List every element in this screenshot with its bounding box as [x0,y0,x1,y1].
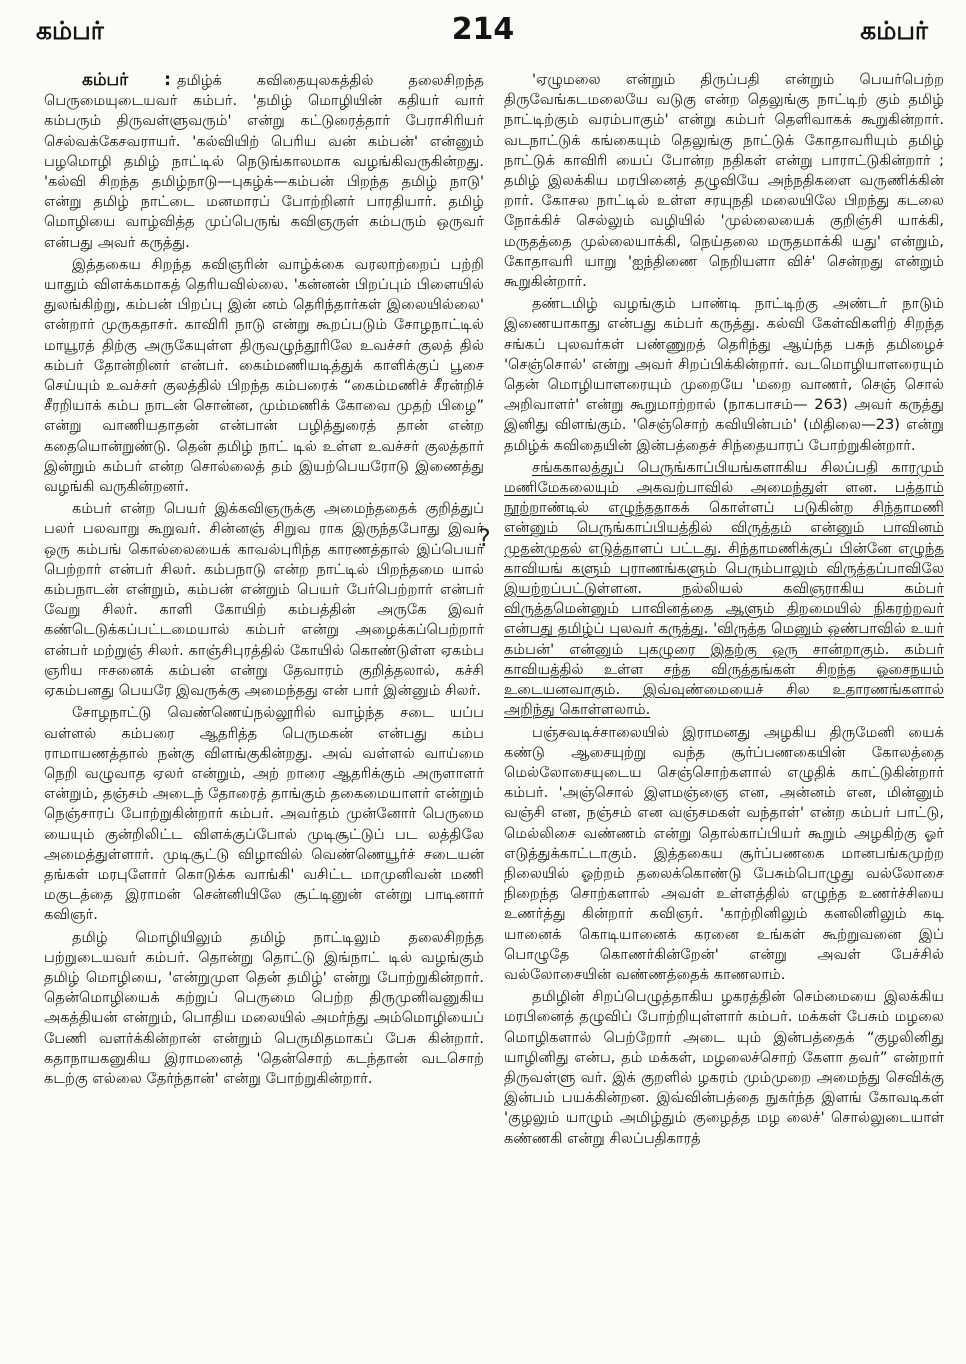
body-paragraph: தண்டமிழ் வழங்கும் பாண்டி நாட்டிற்கு அண்டர் நாடும் இணையாகாது என்பது கம்பர் கருத்து. கல்வி கேள்விகளிற் சிறந்த சங்கப் புலவர்கள் பண்ணுறத் தெரிந்து ஆய்ந்த பசுந் தமிழைச் 'செஞ்சொல்' என்று அவர் சிறப்பிக்கின்றார். வடமொழியாளரையும் தென் மொழியாளரையும் முறையே 'மறை வாணர், செஞ் சொல் அறிவாளர்' என்று கூறுமாற்றால் (நாகபாசம்— 263) அவர் கருத்து இனிது விளங்கும். 'செஞ்சொற் கவியின்பம்' (மிதிலை—23) என்று தமிழ்க் கவிதையின் இன்பத்தைச் சிந்தையாரப் போற்றுகின்றார். [504,295,944,454]
body-paragraph: இத்தகைய சிறந்த கவிஞரின் வாழ்க்கை வரலாற்றைப் பற்றி யாதும் விளக்கமாகத் தெரியவில்லை. 'கன்னன் பிறப்பும் பிளையில் துலங்கிற்று, கம்பன் பிறப்பு இன் னம் தெரிந்தார்கள் இலையில்லை' என்றார் முருகதாசர். காவிரி நாடு என்று கூறப்படும் சோழநாட்டில் மாயூரத் திற்கு அருகேயுள்ள திருவழுந்தூரிலே உவச்சர் குலத் தில் கம்பர் தோன்றினர் என்பர். கைம்மணியடித்துக் காளிக்குப் பூசை செய்யும் உவச்சர் குலத்தில் பிறந்த கம்பரைக் “கைம்மணிச் சீரன்றிச் சீரறியாக் கம்ப நாடன் சொன்ன, மும்மணிக் கோவை முதற் பிழை” என்று வாணியதாதன் என்பான் பழித்துரைத் தான் என்ற கதையொன்றுண்டு. தென் தமிழ் நாட் டில் உள்ள உவச்சர் குலத்தார் இன்றும் கம்பர் என்ற சொல்லைத் தம் இயற்பெயரோடு இணைத்து வழங்கி வருகின்றனர். [44,255,484,496]
left-column [44,70,484,1355]
entry-headword: கம்பர் : [82,70,171,90]
body-paragraph: சோழநாட்டு வெண்ணெய்நல்லூரில் வாழ்ந்த சடை யப்ப வள்ளல் கம்பரை ஆதரித்த பெருமகன் என்பது கம்ப ராமாயணத்தால் நன்கு விளங்குகின்றது. அவ் வள்ளல் வாய்மை நெறி வழுவாத ஏலர் என்றும், அற் றாரை ஆதரிக்கும் அருளாளர் என்றும், தஞ்சம் அடைந் தோரைத் தாங்கும் தகைமையாளர் என்றும் நெஞ்சாரப் போற்றுகின்றார் கம்பர். அவர்தம் முன்னோர் பெருமை யையும் குன்றிலிட்ட விளக்குப்போல் முடிசூட்டுப் பட லத்திலே அமைத்துள்ளார். முடிசூட்டு விழாவில் வெண்ணெயூர்ச் சடையன் தங்கள் மரபுளோர் கொடுக்க வாங்கி' வசிட்ட மாமுனிவன் மணி மகுடத்தை இராமன் சென்னியிலே சூட்டினுன் என்று பாடினார் கவிஞர். [44,704,484,924]
underlined-paragraph: சங்ககாலத்துப் பெருங்காப்பியங்களாகிய சிலப்பதி காரமும் மணிமேகலையும் அகவற்பாவில் அமைந்துள் ளன. பத்தாம் நூற்றாண்டில் எழுந்ததாகக் கொள்ளப் படுகின்ற சிந்தாமணி என்னும் பெருங்காப்பியத்தில் விருத்தம் என்னும் பாவினம் முதன்முதல் எடுத்தாளப் பட்டது. சிந்தாமணிக்குப் பின்னே எழுந்த காவியங் களும் புராணங்களும் பெரும்பாலும் விருத்தப்பாவிலே இயற்றப்பட்டுள்ளன. நல்லியல் கவிஞராகிய கம்பர் விருத்தமென்னும் பாவினத்தை ஆளும் திறமையில் நிகரற்றவர் என்பது தமிழ்ப் புலவர் கருத்து. 'விருத்த மெனும் ஒண்பாவில் உயர் கம்பன்' என்னும் புகழுரை இதற்கு ஒரு சான்றாகும். கம்பர் காவியத்தில் உள்ள சந்த விருத்தங்கள் சிறந்த ஓசைநயம் உடையனவாகும். இவ்வுண்மையைச் சில உதாரணங்களால் அறிந்து கொள்ளலாம். [504,458,944,719]
entry-intro-paragraph [44,70,484,253]
body-paragraph: கம்பர் என்ற பெயர் இக்கவிஞருக்கு அமைந்ததைக் குறித்துப் பலர் பலவாறு கூறுவர். சின்னஞ் சிறுவ ராக இருந்தபோது இவர் ஒரு கம்பங் கொல்லையைக் காவல்புரிந்த காரணத்தால் இப்பெயர் பெற்றார் என்பர் சிலர். கம்பநாடு என்ற நாட்டில் பிறந்தமை யால் கம்பநாடன் என்றும், கம்பன் என்றும் பெயர் பேர்பெற்றார் என்பர் வேறு சிலர். காளி கோயிற் கம்பத்தின் அருகே இவர் கண்டெடுக்கப்பட்டமையால் கம்பர் என்று அழைக்கப்பெற்றார் என்பர் மற்றுஞ் சிலர். காஞ்சிபுரத்தில் கோயில் கொண்டுள்ள ஏகம்ப ஞரிய ஈசனைக் கம்பன் என்று தேவாரம் குறித்தலால், கச்சி ஏகம்பனது பெயரே இவருக்கு அமைந்தது என் பார் இன்னும் சிலர். [44,500,484,700]
page-number: 214 [451,12,515,47]
body-paragraph: தமிழின் சிறப்பெழுத்தாகிய ழகரத்தின் செம்மையை இலக்கிய மரபினைத் தழுவிப் போற்றியுள்ளார் கம்பர். மக்கள் பேசும் மழலை மொழிகளால் பெற்றோர் அடை யும் இன்பத்தைக் “குழலினிது யாழினிது என்ப, தம் மக்கள், மழலைச்சொற் கேளா தவர்” என்றார் திருவள்ளு வர். இக் குறளில் ழகரம் மும்முறை அமைந்து செவிக்கு இன்பம் பயக்கின்றன. இவ்வின்பத்தை நுகர்ந்த இளங் கோவடிகள் 'குழலும் யாழும் அமிழ்தும் குழைத்த மழ லைச்' சொல்லுடையாள் கண்ணகி என்று சிலப்பதிகாரத் [504,988,944,1147]
entry-intro-text: தமிழ்க் கவிதையுலகத்தில் தலைசிறந்த பெருமையுடையவர் கம்பர். 'தமிழ் மொழியின் கதியர் வார் கம்பரும் திருவள்ளுவரும்' என்று கட்டுரைத்தார் பேராசிரியர் செல்வக்கேசவராயர். 'கல்வியிற் பெரிய வன் கம்பன்' என்னும் பழமொழி தமிழ் நாட்டில் நெடுங்காலமாக வழங்கிவருகின்றது. 'கல்வி சிறந்த தமிழ்நாடு—புகழ்க்—கம்பன் பிறந்த தமிழ் நாடு' என்று தமிழ் நாட்டை மனமாரப் போற்றினர் பாரதியார். தமிழ் மொழியை வாழ்வித்த முப்பெருங் கவிஞருள் கம்பரும் ஒருவர் என்பது அவர் கருத்து. [44,72,484,251]
body-paragraph: பஞ்சவடிச்சாலையில் இராமனது அழகிய திருமேனி யைக் கண்டு ஆசையுற்று வந்த சூர்ப்பணகையின் கோலத்தை மெல்லோசையுடைய செஞ்சொற்களால் எழுதிக் காட்டுகின்றார் கம்பர். 'அஞ்சொல் இளமஞ்ஞை என, அன்னம் என, மின்னும் வஞ்சி என, நஞ்சம் என வஞ்சமகள் வந்தாள்' என்ற கம்பர் பாட்டு, மெல்லிசை வண்ணம் என்று தொல்காப்பியர் கூறும் அழகிற்கு ஓர் எடுத்துக்காட்டாகும். இத்தகைய சூர்ப்பணகை மானபங்கமுற்ற நிலையில் ஓற்றம் தலைக்கொண்டு பேசும்பொழுது வல்லோசை நிறைந்த சொற்களால் அவள் உள்ளத்தில் எழுந்த உணர்ச்சியை உணர்த்து கின்றார் கவிஞர். 'காற்றினிலும் கனலினிலும் கடி யானைக் கொடியானைக் கரனை உங்கள் கூற்றுவனை இப் பொழுதே கொணர்கின்றேன்' என்று அவள் பேச்சில் வல்லோசையின் வண்ணத்தைக் காணலாம். [504,723,944,983]
body-paragraph: தமிழ் மொழியிலும் தமிழ் நாட்டிலும் தலைசிறந்த பற்றுடையவர் கம்பர். தொன்று தொட்டு இங்நாட் டில் வழங்கும் தமிழ் மொழியை, 'என்றுமுள தென் தமிழ்' என்று போற்றுகின்றார். தென்மொழியைக் கற்றுப் பெருமை பெற்ற திருமுனிவனுகிய அகத்தியன் என்றும், பொதிய மலையில் அமர்ந்து அம்மொழியைப் பேணி வளர்க்கின்றான் என்றும் பெருமிதமாகப் பேசு கின்றார். கதாநாயகனுகிய இராமனைத் 'தென்சொற் கடந்தான் வடசொற் கடற்கு எல்லை தேர்ந்தான்' என்று போற்றுகின்றார். [44,928,484,1087]
running-head-left: கம்பர் [36,16,104,45]
body-paragraph: 'ஏழுமலை என்றும் திருப்பதி என்றும் பெயர்பெற்ற திருவேங்கடமலையே வடுகு என்ற தெலுங்கு நாட்டிற் கும் தமிழ் நாட்டிற்கும் வரம்பாகும்' என்று கம்பர் தெளிவாகக் கூறுகின்றார். வடநாட்டுக் கங்கையும் தெலுங்கு நாட்டுக் கோதாவரியும் தமிழ் நாட்டுக் காவிரி யைப் போன்ற நதிகள் என்று பாராட்டுகின்றார் ; தமிழ் இலக்கிய மரபினைத் தழுவியே அந்நதிகளை வருணிக்கின் றார். கோசல நாட்டில் உள்ள சரயுநதி மலையிலே பிறந்து கடலை நோக்கிச் செல்லும் வழியில் 'முல்லையைக் குறிஞ்சி யாக்கி, மருதத்தை முல்லையாக்கி, நெய்தலை மருதமாக்கி யது' என்றும், கோதாவரி யாறு 'ஐந்திணை நெறியளா விச்' சென்றது என்றும் கூறுகின்றார். [504,71,944,291]
margin-question-mark: ? [478,524,491,552]
running-head-right: கம்பர் [860,16,928,45]
page-header [0,0,966,62]
right-column [504,70,944,1355]
